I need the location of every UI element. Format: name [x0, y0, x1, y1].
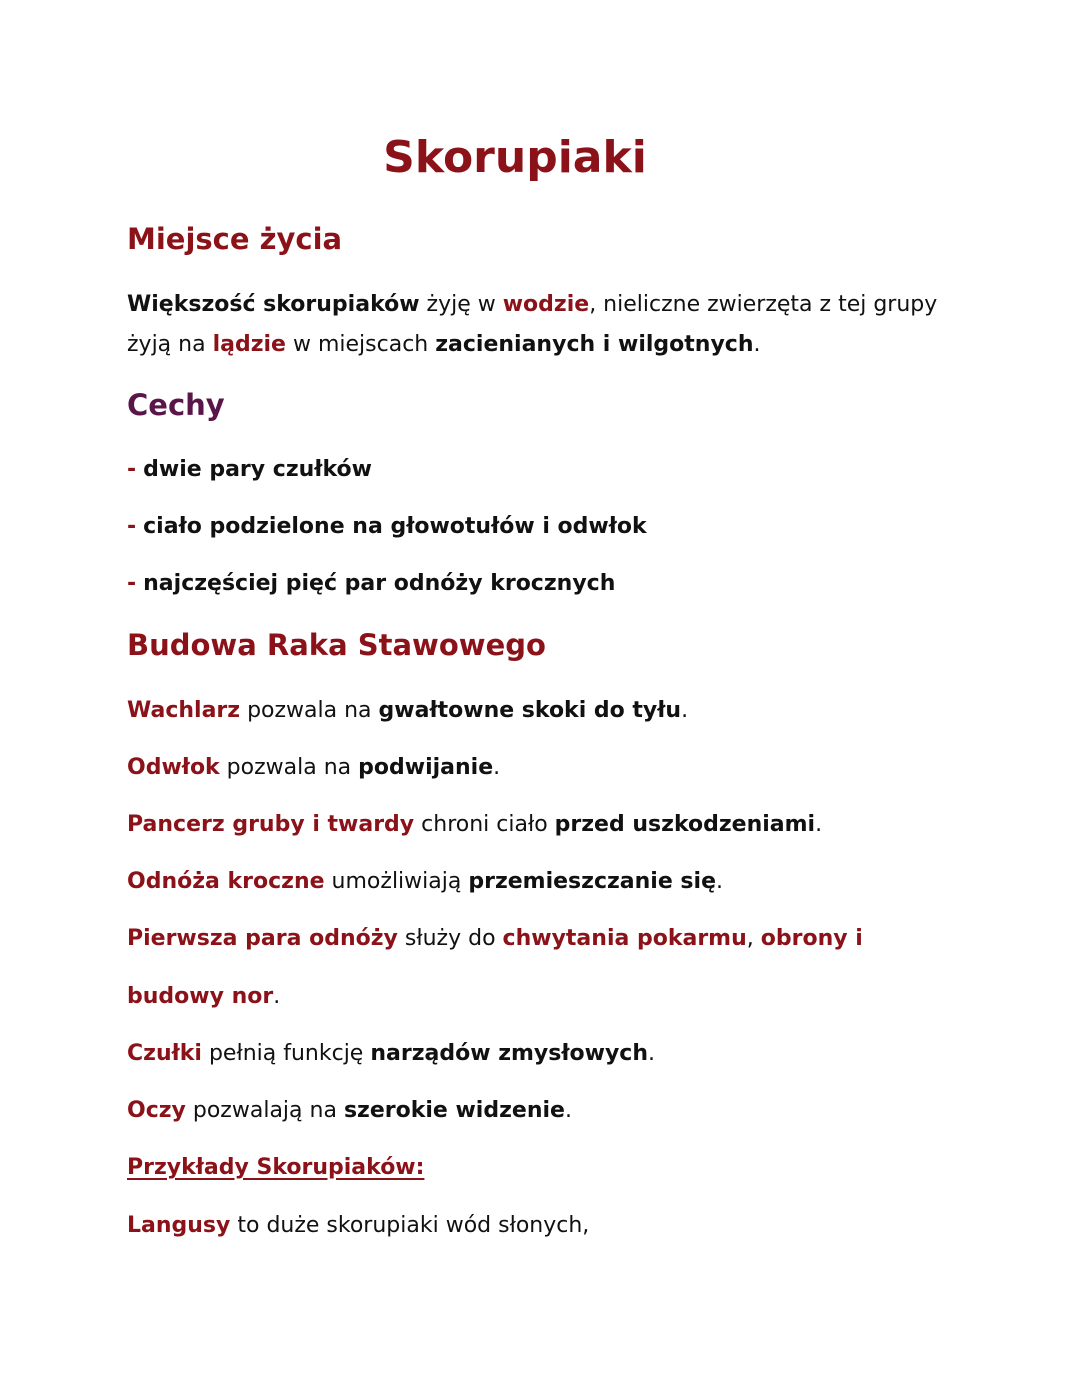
- highlight-term: lądzie: [212, 332, 286, 357]
- anatomy-line: [127, 868, 723, 896]
- text-run: żyją na: [127, 332, 213, 357]
- text-run: .: [753, 332, 761, 357]
- feature-item: [127, 570, 615, 598]
- section-heading-habitat: Miejsce życia: [127, 222, 343, 256]
- highlight-term: budowy nor: [127, 984, 274, 1009]
- text-run: pozwala na: [240, 698, 379, 723]
- text-run: ,: [746, 926, 761, 951]
- highlight-term: wodzie: [502, 292, 590, 317]
- anatomy-line: [127, 811, 822, 839]
- text-run: .: [681, 698, 689, 723]
- highlight-term: Pancerz gruby i twardy: [127, 812, 415, 837]
- feature-item-label: ciało podzielone na głowotułów i odwłok: [143, 514, 647, 539]
- feature-item: [127, 513, 647, 541]
- habitat-line-2: [127, 331, 761, 359]
- bullet-dash: -: [127, 457, 137, 482]
- highlight-term: Wachlarz: [127, 698, 241, 723]
- highlight-term: chwytania pokarmu: [502, 926, 747, 951]
- text-run: pełnią funkcję: [201, 1041, 371, 1066]
- examples-line: [127, 1212, 589, 1240]
- text-run: .: [815, 812, 823, 837]
- text-run: chroni ciało: [414, 812, 555, 837]
- bold-phrase: Większość skorupiaków: [127, 292, 420, 317]
- section-heading-features: Cechy: [127, 388, 225, 422]
- bold-phrase: podwijanie: [358, 755, 494, 780]
- anatomy-line: [127, 925, 863, 953]
- highlight-term: Odwłok: [127, 755, 220, 780]
- bold-phrase: gwałtowne skoki do tyłu: [378, 698, 682, 723]
- section-heading-anatomy: Budowa Raka Stawowego: [127, 628, 546, 662]
- highlight-term: Oczy: [127, 1098, 186, 1123]
- habitat-line-1: [127, 291, 937, 319]
- anatomy-line: [127, 754, 500, 782]
- text-run: to duże skorupiaki wód słonych,: [230, 1213, 590, 1238]
- page-title: Skorupiaki: [383, 132, 647, 183]
- text-run: żyję w: [419, 292, 503, 317]
- highlight-term: Odnóża kroczne: [127, 869, 325, 894]
- text-run: .: [493, 755, 501, 780]
- bold-phrase: przemieszczanie się: [468, 869, 716, 894]
- text-run: .: [564, 1098, 572, 1123]
- bold-phrase: szerokie widzenie: [343, 1098, 565, 1123]
- anatomy-line: [127, 1040, 655, 1068]
- bullet-dash: -: [127, 514, 137, 539]
- text-run: umożliwiają: [324, 869, 469, 894]
- bold-phrase: narządów zmysłowych: [370, 1041, 649, 1066]
- text-run: , nieliczne zwierzęta z tej grupy: [589, 292, 938, 317]
- examples-heading: Przykłady Skorupiaków:: [127, 1155, 425, 1180]
- feature-item: [127, 456, 372, 484]
- highlight-term: obrony i: [760, 926, 863, 951]
- feature-item-label: dwie pary czułków: [143, 457, 372, 482]
- text-run: .: [648, 1041, 656, 1066]
- anatomy-line: [127, 983, 280, 1011]
- text-run: pozwalają na: [185, 1098, 344, 1123]
- highlight-term: Langusy: [127, 1213, 231, 1238]
- text-run: służy do: [397, 926, 503, 951]
- text-run: .: [715, 869, 723, 894]
- bold-phrase: przed uszkodzeniami: [554, 812, 816, 837]
- bullet-dash: -: [127, 571, 137, 596]
- feature-item-label: najczęściej pięć par odnóży krocznych: [143, 571, 616, 596]
- highlight-term: Pierwsza para odnóży: [127, 926, 398, 951]
- text-run: w miejscach: [285, 332, 436, 357]
- highlight-term: Czułki: [127, 1041, 202, 1066]
- anatomy-line: [127, 1097, 572, 1125]
- bold-phrase: zacienianych i wilgotnych: [435, 332, 754, 357]
- anatomy-line: [127, 697, 688, 725]
- text-run: pozwala na: [219, 755, 359, 780]
- text-run: .: [273, 984, 281, 1009]
